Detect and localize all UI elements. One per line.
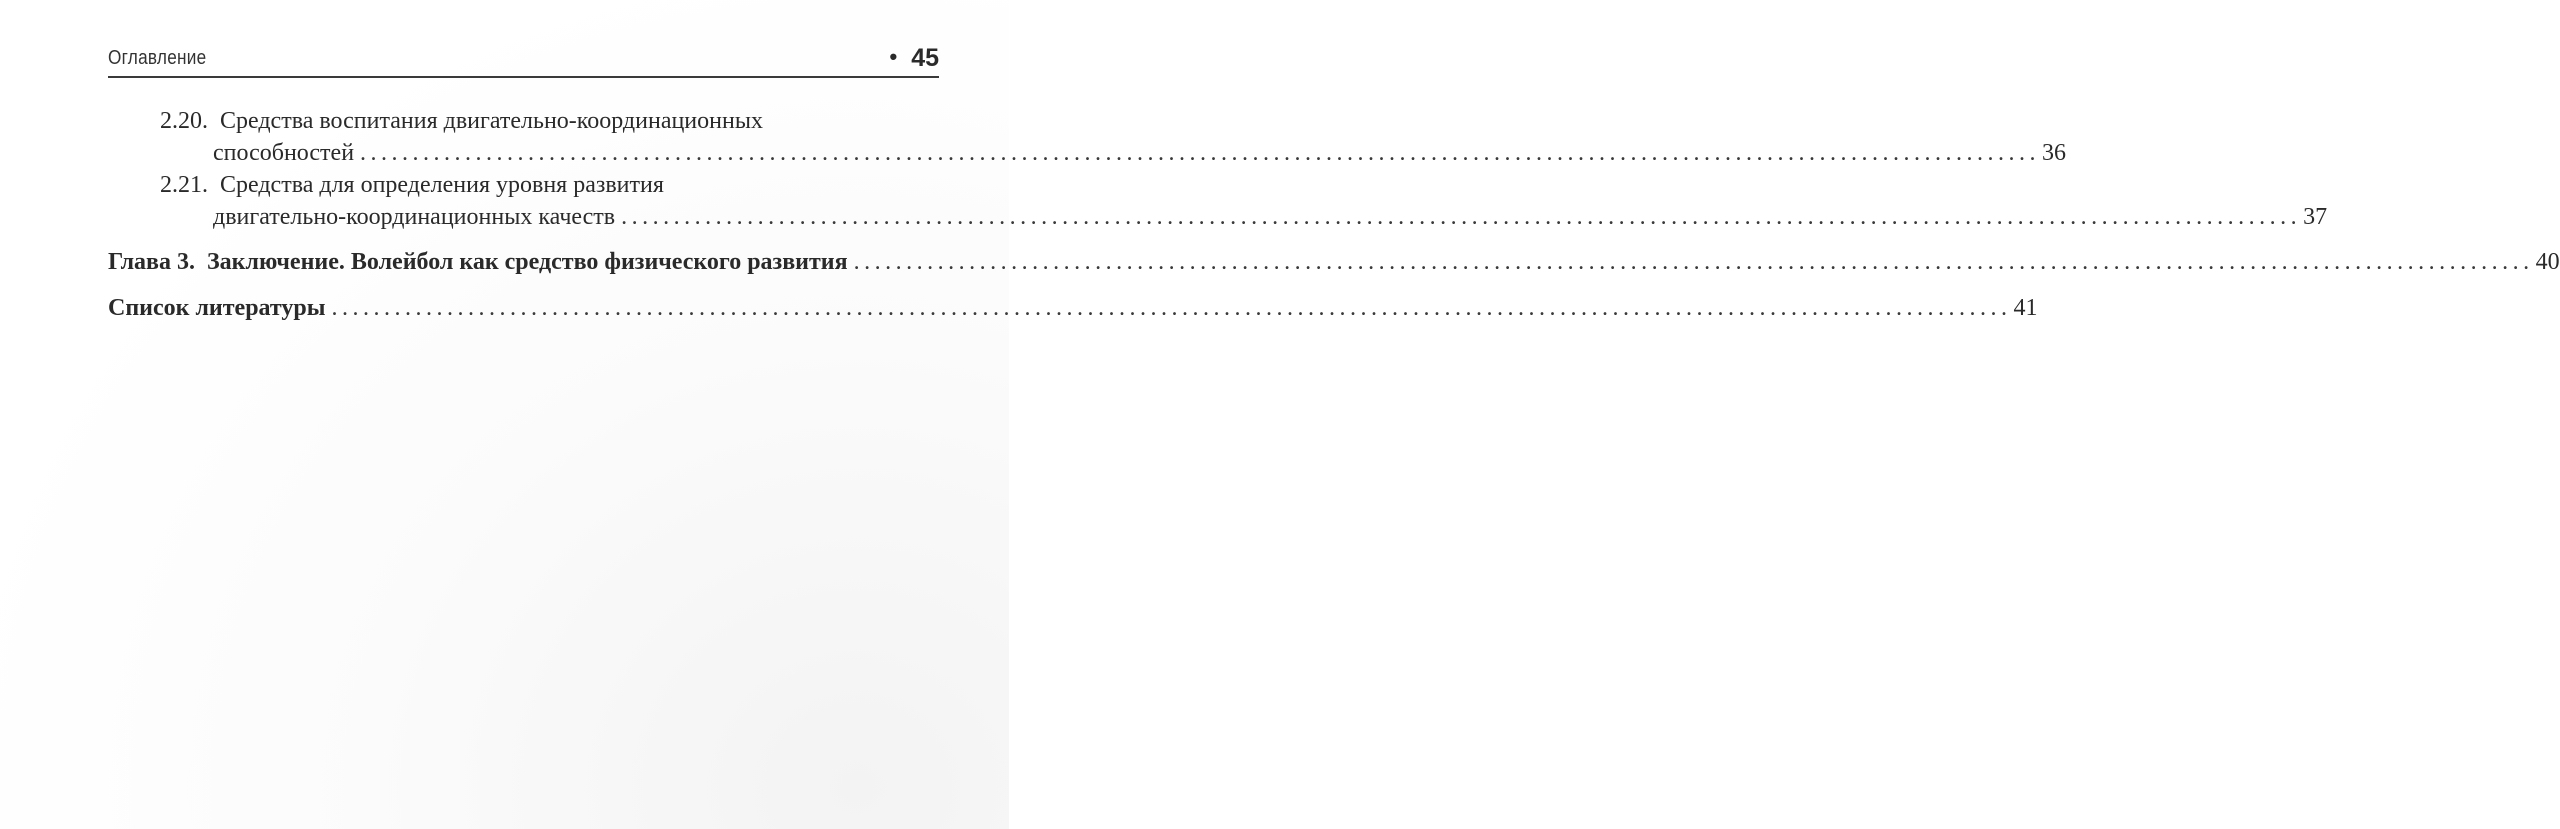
- toc-entry-2-21-continuation[interactable]: [213, 202, 2328, 232]
- dot-leader: ................................................................................................................................................................: [853, 249, 2534, 275]
- toc-entry-number: 2.21.: [160, 172, 208, 198]
- dot-leader: ................................................................................................................................................................: [621, 204, 2302, 230]
- dot-leader: ................................................................................................................................................................: [331, 295, 2012, 321]
- toc-entry-title: Средства для определения уровня развития: [220, 172, 664, 198]
- toc-entry-number: 2.20.: [160, 108, 208, 134]
- running-header: [108, 44, 939, 74]
- toc-page-number: 41: [2013, 295, 2038, 321]
- toc-entry-2-20-continuation[interactable]: [213, 138, 2067, 168]
- toc-entry-title-continued: способностей: [213, 140, 355, 166]
- page-number: 45: [911, 44, 939, 72]
- header-divider: [108, 76, 939, 78]
- toc-page-number: 36: [2042, 140, 2067, 166]
- bullet-icon: •: [889, 44, 898, 69]
- toc-entry-2-21-heading[interactable]: [160, 170, 664, 200]
- toc-entry-bibliography[interactable]: [108, 293, 2038, 323]
- page-number-block: [889, 44, 939, 73]
- toc-chapter-title: Заключение. Волейбол как средство физического развития: [207, 249, 848, 275]
- toc-bibliography-title: Список литературы: [108, 295, 326, 321]
- toc-page-number: 40: [2535, 249, 2560, 275]
- toc-entry-title-continued: двигательно-координационных качеств: [213, 204, 616, 230]
- toc-page-number: 37: [2303, 204, 2328, 230]
- running-header-title: Оглавление: [108, 47, 207, 69]
- toc-entry-title: Средства воспитания двигательно-координационных: [220, 108, 763, 134]
- toc-entry-chapter-3[interactable]: [108, 247, 2560, 277]
- dot-leader: ................................................................................................................................................................: [360, 140, 2041, 166]
- toc-entry-2-20-heading[interactable]: [160, 106, 763, 136]
- toc-chapter-label: Глава 3.: [108, 249, 195, 275]
